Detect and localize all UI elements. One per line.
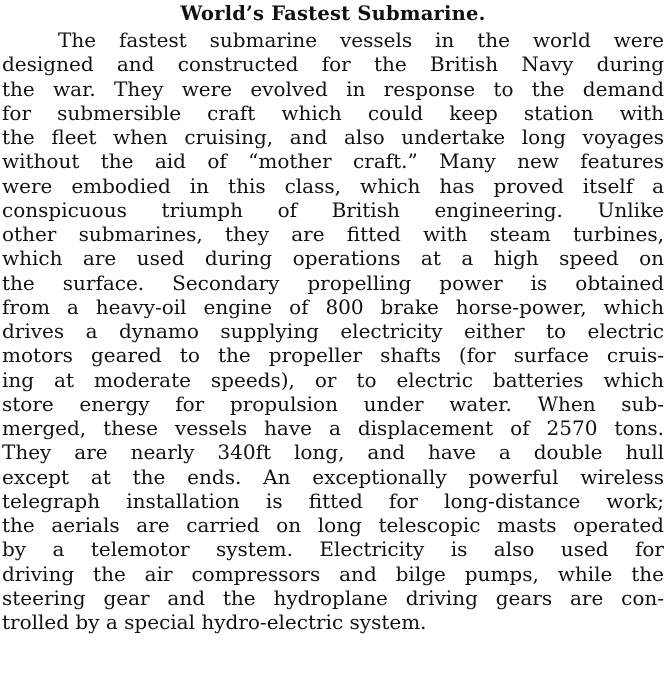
body-line: the war. They were evolved in response to the demand <box>2 76 664 101</box>
body-line: which are used during operations at a high speed on <box>2 246 664 271</box>
body-line: for submersible craft which could keep station with <box>2 100 664 125</box>
body-line: from a heavy-oil engine of 800 brake horse-power, which <box>2 294 664 319</box>
body-line: merged, these vessels have a displacement of 2570 tons. <box>2 416 664 440</box>
body-line: other submarines, they are fitted with steam turbines, <box>2 222 664 246</box>
body-line: without the aid of “mother craft.” Many new features <box>2 149 664 174</box>
body-line: the fleet when cruising, and also undertake long voyages <box>2 125 664 149</box>
body-line: drives a dynamo supplying electricity either to electric <box>2 319 664 343</box>
body-line: motors geared to the propeller shafts (for surface cruis- <box>2 343 664 368</box>
body-line: conspicuous triumph of British engineering. Unlike <box>2 197 664 222</box>
body-line: The fastest submarine vessels in the world were <box>58 28 664 52</box>
body-line: steering gear and the hydroplane driving gears are con- <box>2 585 664 610</box>
body-line: driving the air compressors and bilge pumps, while the <box>2 561 664 586</box>
article-body <box>2 28 664 634</box>
body-line: store energy for propulsion under water. When sub- <box>2 391 664 416</box>
body-line: They are nearly 340ft long, and have a double hull <box>2 440 664 465</box>
body-line: were embodied in this class, which has proved itself a <box>2 173 664 198</box>
body-line: trolled by a special hydro-electric system. <box>2 610 427 634</box>
body-line: ing at moderate speeds), or to electric batteries which <box>2 367 664 392</box>
body-line: designed and constructed for the British Navy during <box>2 52 664 77</box>
body-line: the aerials are carried on long telescopic masts operated <box>2 513 664 537</box>
body-line: telegraph installation is fitted for long-distance work; <box>2 488 664 513</box>
body-line: the surface. Secondary propelling power is obtained <box>2 270 664 295</box>
article-title: World’s Fastest Submarine. <box>180 2 486 25</box>
body-line: except at the ends. An exceptionally powerful wireless <box>2 464 664 489</box>
body-line: by a telemotor system. Electricity is also used for <box>2 537 664 562</box>
